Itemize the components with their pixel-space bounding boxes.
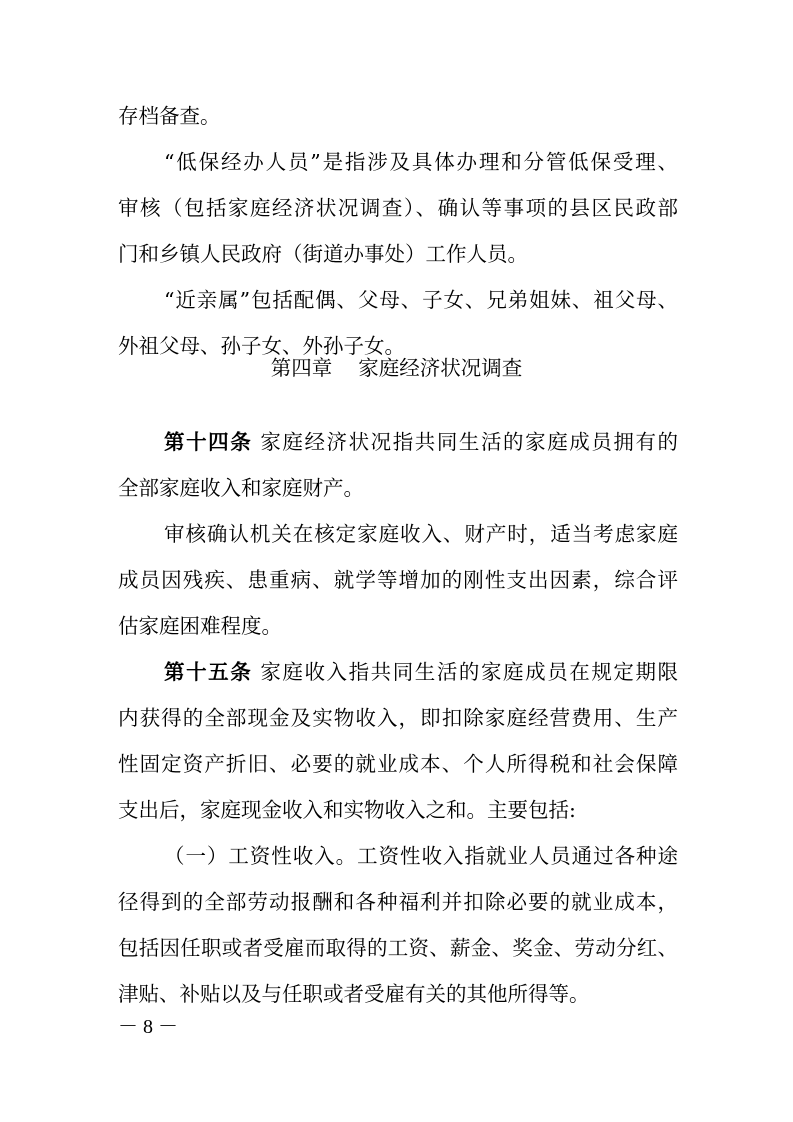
text-line: 外祖父母、孙子女、外孙子女。: [118, 334, 405, 358]
text-line: 性固定资产折旧、必要的就业成本、个人所得税和社会保障: [118, 752, 678, 776]
text-line: 审核确认机关在核定家庭收入、财产时，适当考虑家庭: [164, 522, 678, 546]
chapter-heading: [0, 353, 793, 383]
text-line: 审核（包括家庭经济状况调查）、确认等事项的县区民政部: [118, 196, 678, 220]
text-line: 包括因任职或者受雇而取得的工资、薪金、奖金、劳动分红、: [118, 936, 678, 960]
article-label: 第十五条: [164, 660, 253, 684]
page-number: － 8 －: [118, 1016, 178, 1038]
article-label: 第十四条: [164, 430, 253, 454]
text-line: “低保经办人员”是指涉及具体办理和分管低保受理、: [164, 150, 678, 174]
text-line: 估家庭困难程度。: [118, 614, 282, 638]
text-line: 支出后，家庭现金收入和实物收入之和。主要包括:: [118, 798, 576, 822]
text-line: 内获得的全部现金及实物收入，即扣除家庭经营费用、生产: [118, 706, 678, 730]
text-line: 存档备查。: [118, 104, 221, 128]
text-line: 津贴、补贴以及与任职或者受雇有关的其他所得等。: [118, 982, 590, 1006]
chapter-title: 家庭经济状况调查: [358, 356, 523, 380]
text-line: “近亲属”包括配偶、父母、子女、兄弟姐妹、祖父母、: [164, 288, 678, 312]
article-15-line: 第十五条 家庭收入指共同生活的家庭成员在规定期限: [164, 660, 679, 684]
article-14-line: 第十四条 家庭经济状况指共同生活的家庭成员拥有的: [164, 430, 679, 454]
chapter-number: 第四章: [270, 356, 333, 380]
text-line: 全部家庭收入和家庭财产。: [118, 476, 364, 500]
text-line: 成员因残疾、患重病、就学等增加的刚性支出因素，综合评: [118, 568, 678, 592]
text-line: 径得到的全部劳动报酬和各种福利并扣除必要的就业成本，: [118, 890, 678, 914]
text-line: 门和乡镇人民政府（街道办事处）工作人员。: [118, 242, 528, 266]
text-line: （一）工资性收入。工资性收入指就业人员通过各种途: [164, 844, 678, 868]
